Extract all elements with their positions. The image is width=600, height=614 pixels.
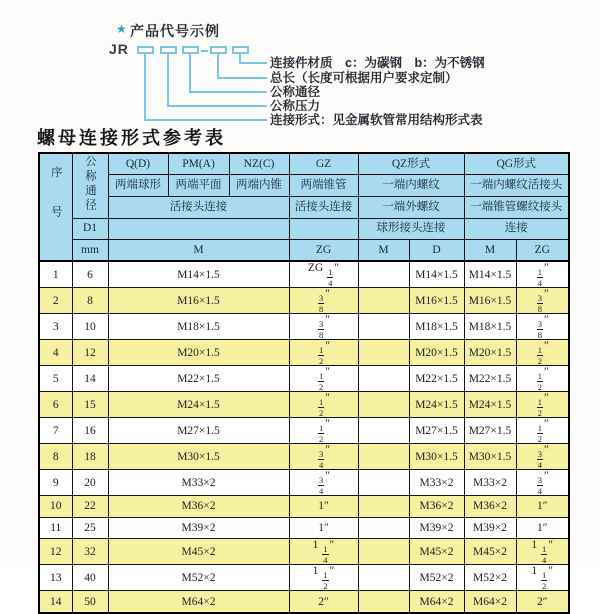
cell-thread-m: M39×2	[108, 517, 289, 539]
header-cell: 两端锥管	[289, 174, 358, 196]
header-cell: 一端外螺纹	[358, 196, 464, 218]
header-cell: ZG	[516, 239, 569, 261]
cell-serial: 2	[39, 288, 72, 314]
cell-gz: $\frac{3}{8}$ ″	[289, 314, 358, 340]
cell-qg-m: M36×2	[464, 496, 516, 518]
cell-qz-d: M64×2	[409, 591, 464, 613]
table-row	[39, 288, 569, 314]
cell-thread-m: M30×1.5	[108, 444, 289, 470]
cell-qg-zg: $\frac{1}{2}$ ″	[516, 366, 569, 392]
header-cell: 活接头连接	[289, 196, 358, 218]
cell-serial: 8	[39, 444, 72, 470]
cell-gz: 1 $\frac{1}{2}$ ″	[289, 565, 358, 591]
cell-qz-m	[358, 444, 409, 470]
diagram-label-length: 总长（长度可根据用户要求定制）	[270, 71, 458, 85]
code-box-1	[137, 46, 154, 54]
cell-gz: $\frac{1}{2}$ ″	[289, 366, 358, 392]
cell-qz-d: M18×1.5	[409, 314, 464, 340]
cell-qz-d: M24×1.5	[409, 392, 464, 418]
cell-qg-zg: 1 $\frac{1}{4}$ ″	[516, 539, 569, 565]
header-cell: 两端平面	[168, 174, 229, 196]
header-cell: M	[464, 239, 516, 261]
nut-connection-table	[38, 152, 570, 614]
leader-line	[189, 91, 267, 93]
table-header	[39, 153, 569, 261]
cell-qg-zg: $\frac{1}{2}$ ″	[516, 392, 569, 418]
header-cell: 一端锥管螺纹接头	[464, 196, 569, 218]
table-row	[39, 496, 569, 518]
cell-serial: 10	[39, 496, 72, 518]
leader-line	[144, 54, 146, 121]
header-cell: M	[108, 239, 289, 261]
cell-thread-m: M20×1.5	[108, 340, 289, 366]
leader-line	[189, 54, 191, 93]
cell-thread-m: M52×2	[108, 565, 289, 591]
leader-line	[144, 119, 267, 121]
header-cell: QZ形式	[358, 153, 464, 174]
header-cell-d1: D1	[72, 218, 108, 239]
cell-thread-m: M27×1.5	[108, 418, 289, 444]
cell-qz-m	[358, 418, 409, 444]
table-row	[39, 261, 569, 288]
table-title: 螺母连接形式参考表	[37, 128, 226, 148]
cell-serial: 14	[39, 591, 72, 613]
cell-serial: 1	[39, 261, 72, 288]
cell-qg-m: M22×1.5	[464, 366, 516, 392]
cell-gz: $\frac{3}{8}$ ″	[289, 288, 358, 314]
diagram-title: 产品代号示例	[130, 23, 220, 39]
header-cell-blank	[108, 218, 289, 239]
cell-qg-zg: $\frac{3}{4}$ ″	[516, 470, 569, 496]
cell-qz-m	[358, 261, 409, 288]
table-row	[39, 539, 569, 565]
cell-qg-m: M64×2	[464, 591, 516, 613]
cell-qg-zg: 1″	[516, 496, 569, 518]
cell-nominal-diameter: 32	[72, 539, 108, 565]
cell-nominal-diameter: 20	[72, 470, 108, 496]
cell-serial: 6	[39, 392, 72, 418]
cell-nominal-diameter: 25	[72, 517, 108, 539]
cell-qz-d: M22×1.5	[409, 366, 464, 392]
cell-qg-zg: $\frac{1}{2}$ ″	[516, 418, 569, 444]
cell-nominal-diameter: 6	[72, 261, 108, 288]
header-cell: Q(D)	[108, 153, 168, 174]
cell-nominal-diameter: 18	[72, 444, 108, 470]
table-row	[39, 314, 569, 340]
cell-thread-m: M24×1.5	[108, 392, 289, 418]
cell-gz: $\frac{1}{2}$ ″	[289, 340, 358, 366]
header-cell: 活接头连接	[108, 196, 289, 218]
cell-qz-m	[358, 314, 409, 340]
cell-qg-zg: $\frac{1}{2}$ ″	[516, 340, 569, 366]
cell-serial: 11	[39, 517, 72, 539]
cell-qg-m: M16×1.5	[464, 288, 516, 314]
header-cell-mm: mm	[72, 239, 108, 261]
header-cell: 球形接头连接	[358, 218, 464, 239]
cell-qz-d: M20×1.5	[409, 340, 464, 366]
cell-nominal-diameter: 40	[72, 565, 108, 591]
cell-nominal-diameter: 14	[72, 366, 108, 392]
cell-qz-d: M36×2	[409, 496, 464, 518]
cell-qz-m	[358, 470, 409, 496]
cell-qg-m: M45×2	[464, 539, 516, 565]
cell-nominal-diameter: 16	[72, 418, 108, 444]
cell-qg-m: M24×1.5	[464, 392, 516, 418]
cell-gz: ZG $\frac{1}{4}$ ″	[289, 261, 358, 288]
cell-qg-zg: $\frac{3}{4}$ ″	[516, 444, 569, 470]
cell-serial: 5	[39, 366, 72, 392]
table-body	[39, 261, 569, 613]
cell-gz: 2″	[289, 591, 358, 613]
header-cell: 两端球形	[108, 174, 168, 196]
code-box-2	[160, 46, 177, 54]
cell-qz-m	[358, 591, 409, 613]
cell-gz: $\frac{1}{2}$ ″	[289, 392, 358, 418]
table-row	[39, 340, 569, 366]
cell-thread-m: M22×1.5	[108, 366, 289, 392]
table-row	[39, 418, 569, 444]
cell-serial: 13	[39, 565, 72, 591]
cell-qz-d: M45×2	[409, 539, 464, 565]
cell-qz-m	[358, 517, 409, 539]
leader-line	[167, 105, 267, 107]
header-cell: M	[358, 239, 409, 261]
header-cell: 连接	[464, 218, 569, 239]
cell-thread-m: M64×2	[108, 591, 289, 613]
table-row	[39, 366, 569, 392]
cell-qz-m	[358, 340, 409, 366]
cell-qg-m: M39×2	[464, 517, 516, 539]
cell-qz-m	[358, 565, 409, 591]
cell-qg-m: M52×2	[464, 565, 516, 591]
cell-qz-m	[358, 539, 409, 565]
header-cell-serial: 序号	[39, 153, 72, 261]
cell-nominal-diameter: 50	[72, 591, 108, 613]
cell-thread-m: M18×1.5	[108, 314, 289, 340]
cell-gz: 1 $\frac{1}{4}$ ″	[289, 539, 358, 565]
header-cell-nominal-diameter: 公称通径	[72, 153, 108, 218]
header-cell: PM(A)	[168, 153, 229, 174]
diagram-label-connection: 连接形式：见金属软管常用结构形式表	[270, 113, 483, 127]
cell-qg-zg: 2″	[516, 591, 569, 613]
cell-qg-zg: 1 $\frac{1}{2}$ ″	[516, 565, 569, 591]
cell-qz-m	[358, 392, 409, 418]
table-row	[39, 470, 569, 496]
code-box-5	[232, 46, 249, 54]
cell-qg-zg: 1″	[516, 517, 569, 539]
cell-serial: 4	[39, 340, 72, 366]
cell-qg-m: M14×1.5	[464, 261, 516, 288]
header-cell: GZ	[289, 153, 358, 174]
header-cell: QG形式	[464, 153, 569, 174]
cell-qg-zg: $\frac{1}{4}$ ″	[516, 261, 569, 288]
cell-gz: 1″	[289, 517, 358, 539]
cell-qz-m	[358, 288, 409, 314]
cell-qz-d: M16×1.5	[409, 288, 464, 314]
cell-qz-m	[358, 496, 409, 518]
header-cell: NZ(C)	[229, 153, 289, 174]
header-cell: ZG	[289, 239, 358, 261]
diagram-label-pressure: 公称压力	[270, 99, 321, 113]
cell-thread-m: M36×2	[108, 496, 289, 518]
code-box-4	[210, 46, 227, 54]
product-code-prefix: JR	[109, 41, 129, 57]
cell-nominal-diameter: 15	[72, 392, 108, 418]
cell-qg-zg: $\frac{3}{8}$ ″	[516, 288, 569, 314]
header-cell: D	[409, 239, 464, 261]
cell-qg-m: M33×2	[464, 470, 516, 496]
cell-gz: $\frac{1}{2}$ ″	[289, 418, 358, 444]
cell-qg-m: M18×1.5	[464, 314, 516, 340]
leader-line	[239, 62, 267, 64]
header-cell-blank	[289, 218, 358, 239]
cell-gz: $\frac{3}{4}$ ″	[289, 470, 358, 496]
cell-serial: 9	[39, 470, 72, 496]
cell-gz: $\frac{3}{4}$ ″	[289, 444, 358, 470]
cell-serial: 12	[39, 539, 72, 565]
cell-qg-zg: $\frac{3}{8}$ ″	[516, 314, 569, 340]
cell-qz-d: M27×1.5	[409, 418, 464, 444]
cell-gz: 1″	[289, 496, 358, 518]
cell-thread-m: M14×1.5	[108, 261, 289, 288]
table-row	[39, 517, 569, 539]
star-icon: ★	[116, 22, 127, 36]
cell-nominal-diameter: 22	[72, 496, 108, 518]
leader-line	[217, 54, 219, 79]
header-cell: 一端内螺纹活接头	[464, 174, 569, 196]
cell-qz-d: M39×2	[409, 517, 464, 539]
cell-qz-d: M14×1.5	[409, 261, 464, 288]
table-row	[39, 444, 569, 470]
cell-nominal-diameter: 12	[72, 340, 108, 366]
cell-qz-d: M33×2	[409, 470, 464, 496]
cell-qg-m: M30×1.5	[464, 444, 516, 470]
diagram-label-diameter: 公称通径	[270, 85, 321, 99]
cell-thread-m: M16×1.5	[108, 288, 289, 314]
header-cell: 一端内螺纹	[358, 174, 464, 196]
cell-qz-d: M30×1.5	[409, 444, 464, 470]
cell-qz-d: M52×2	[409, 565, 464, 591]
code-dash	[201, 50, 208, 52]
leader-line	[167, 54, 169, 107]
table-row	[39, 591, 569, 613]
cell-nominal-diameter: 8	[72, 288, 108, 314]
diagram-label-material: 连接件材质 c：为碳钢 b：为不锈钢	[270, 56, 485, 70]
cell-serial: 3	[39, 314, 72, 340]
code-box-3	[182, 46, 199, 54]
reference-table-wrap	[38, 152, 570, 614]
table-row	[39, 565, 569, 591]
leader-line	[217, 77, 267, 79]
cell-thread-m: M45×2	[108, 539, 289, 565]
cell-qg-m: M20×1.5	[464, 340, 516, 366]
header-cell: 两端内锥	[229, 174, 289, 196]
cell-nominal-diameter: 10	[72, 314, 108, 340]
cell-qz-m	[358, 366, 409, 392]
cell-thread-m: M33×2	[108, 470, 289, 496]
cell-qg-m: M27×1.5	[464, 418, 516, 444]
table-row	[39, 392, 569, 418]
cell-serial: 7	[39, 418, 72, 444]
